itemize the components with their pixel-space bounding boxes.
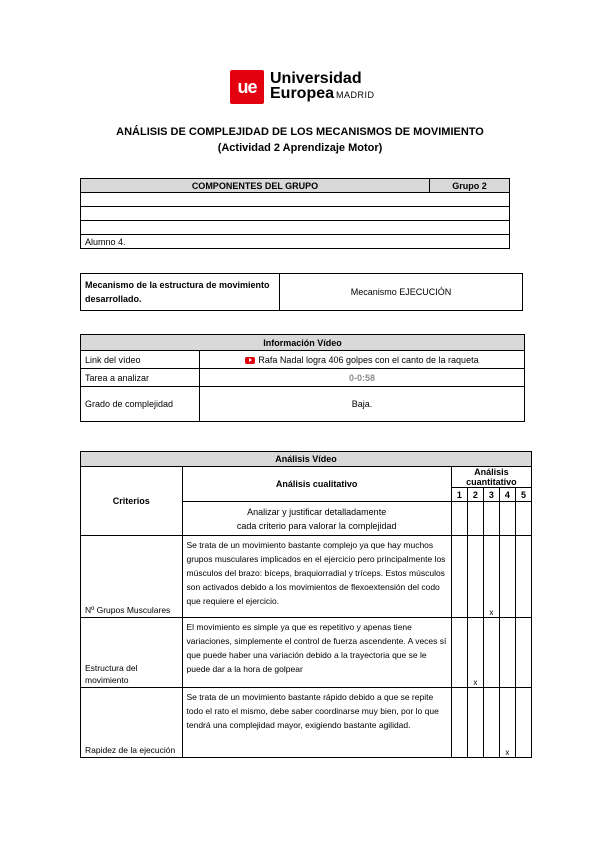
- score-mark: x: [499, 688, 515, 758]
- analysis-header: Análisis Vídeo: [81, 452, 532, 467]
- qualitative-text: El movimiento es simple ya que es repetitivo y apenas tiene variaciones, simplemente el control de fuerza ascendente. A veces sí que puede haber una variación debido a la trayectoria que se le puede dar a la hora de golpear: [182, 618, 451, 688]
- quantitative-header: Análisis cuantitativo: [451, 467, 531, 488]
- analysis-table: [80, 451, 532, 758]
- group-components-table: [80, 178, 510, 249]
- instruction-line2: cada criterio para valorar la complejidad: [236, 520, 397, 531]
- group-label: Grupo 2: [430, 179, 510, 193]
- scale-1: 1: [451, 488, 467, 502]
- score-mark: x: [483, 536, 499, 618]
- university-logo: [230, 70, 375, 104]
- qualitative-text: Se trata de un movimiento bastante complejo ya que hay muchos grupos musculares implicados en el ejercicio pero principalmente los músculos del brazo: bíceps, braquiorradial y tríceps. Estos músculos son activados debido a los movimientos de flexoextensión del codo que requiere el ejercicio.: [182, 536, 451, 618]
- task-label: Tarea a analizar: [81, 369, 200, 387]
- video-link-label: Link del vídeo: [81, 351, 200, 369]
- analysis-row: [81, 536, 532, 618]
- score-cell: [499, 618, 515, 688]
- complexity-label: Grado de complejidad: [81, 387, 200, 422]
- group-member-row: [81, 221, 510, 235]
- instruction-cell: [182, 502, 451, 536]
- video-link-text[interactable]: Rafa Nadal logra 406 golpes con el canto de la raqueta: [258, 354, 479, 365]
- score-cell: [499, 536, 515, 618]
- score-cell: [451, 688, 467, 758]
- video-info-table: [80, 334, 525, 422]
- analysis-row: [81, 688, 532, 758]
- criterion-label: Estructura del movimiento: [81, 618, 183, 688]
- document-title: ANÁLISIS DE COMPLEJIDAD DE LOS MECANISMOS DE MOVIMIENTO: [116, 126, 484, 138]
- scale-3: 3: [483, 488, 499, 502]
- video-info-header: Información Vídeo: [81, 335, 525, 351]
- instruction-line1: Analizar y justificar detalladamente: [247, 506, 387, 517]
- mechanism-label: Mecanismo de la estructura de movimiento desarrollado.: [81, 274, 280, 311]
- score-cell: [483, 688, 499, 758]
- scale-4: 4: [499, 488, 515, 502]
- score-cell: [451, 618, 467, 688]
- mechanism-table: [80, 273, 523, 311]
- complexity-value: Baja.: [200, 387, 525, 422]
- score-cell: [515, 536, 531, 618]
- youtube-icon: [245, 357, 255, 364]
- scale-2: 2: [467, 488, 483, 502]
- qualitative-header: Análisis cualitativo: [182, 467, 451, 502]
- score-cell: [515, 688, 531, 758]
- score-cell: [467, 688, 483, 758]
- logo-city: MADRID: [336, 90, 375, 100]
- group-member-row: Alumno 4.: [81, 235, 510, 249]
- criterion-label: Nº Grupos Musculares: [81, 536, 183, 618]
- score-cell: [451, 536, 467, 618]
- group-components-header: COMPONENTES DEL GRUPO: [81, 179, 430, 193]
- video-link[interactable]: [200, 351, 525, 369]
- document-subtitle: (Actividad 2 Aprendizaje Motor): [217, 142, 383, 154]
- group-member-row: [81, 193, 510, 207]
- score-cell: [467, 536, 483, 618]
- mechanism-value: Mecanismo EJECUCIÓN: [280, 274, 523, 311]
- group-member-row: [81, 207, 510, 221]
- scale-5: 5: [515, 488, 531, 502]
- score-cell: [515, 618, 531, 688]
- qualitative-text: Se trata de un movimiento bastante rápido debido a que se repite todo el rato el mismo, debe saber coordinarse muy bien, por lo que tendrá una complejidad mayor, exigiendo bastante agilidad.: [182, 688, 451, 758]
- ue-logo-mark: ue: [230, 70, 264, 104]
- criterion-label: Rapidez de la ejecución: [81, 688, 183, 758]
- score-cell: [483, 618, 499, 688]
- analysis-row: [81, 618, 532, 688]
- task-value: 0-0:58: [200, 369, 525, 387]
- logo-line2: Europea: [270, 85, 335, 102]
- logo-line1: Universidad: [270, 70, 362, 87]
- criteria-header: Criterios: [81, 467, 183, 536]
- score-mark: x: [467, 618, 483, 688]
